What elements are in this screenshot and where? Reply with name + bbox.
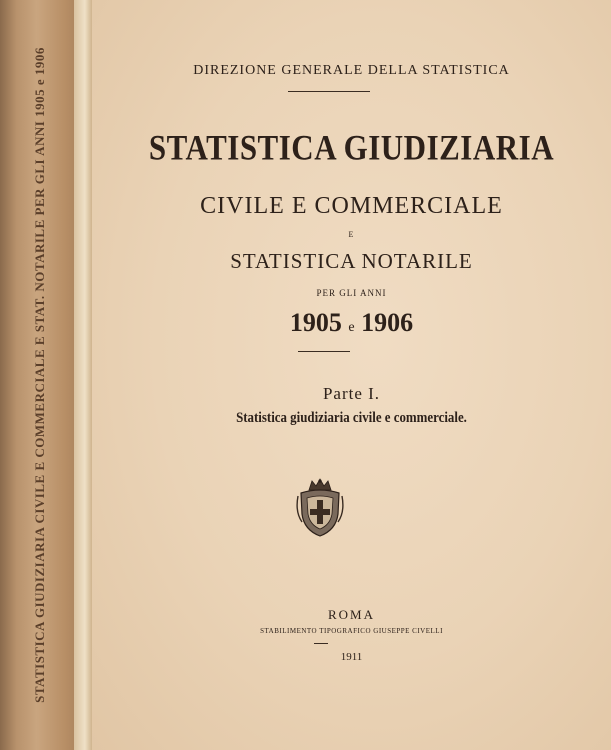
title-conjunction: E [348,230,355,239]
page-edges [74,0,92,750]
imprint-printer: STABILIMENTO TIPOGRAFICO GIUSEPPE CIVELLI [260,627,443,635]
title-line-2: CIVILE E COMMERCIALE [200,193,503,219]
part-label: Parte I. [322,384,381,403]
publisher-header: DIREZIONE GENERALE DELLA STATISTICA [193,63,510,78]
imprint-divider [314,643,328,644]
title-divider [298,351,350,352]
imprint-city: ROMA [327,607,375,622]
years-label: PER GLI ANNI [316,288,387,298]
royal-coat-of-arms-icon [294,478,346,538]
imprint-year: 1911 [340,651,363,663]
years [92,308,611,338]
spine-title: STATISTICA GIUDIZIARIA CIVILE E COMMERCIALE E STAT. NOTARILE PER GLI ANNI 1905 e 1906 [32,47,47,703]
main-title: STATISTICA GIUDIZIARIA [148,127,555,168]
title-line-3: STATISTICA NOTARILE [230,249,473,273]
year-end: 1906 [361,308,414,337]
header-divider [288,91,370,92]
year-start: 1905 [289,308,342,337]
book-spine [0,0,92,750]
year-join: e [348,320,355,335]
title-page [92,0,611,750]
part-subtitle: Statistica giudiziaria civile e commerciale. [236,410,467,426]
